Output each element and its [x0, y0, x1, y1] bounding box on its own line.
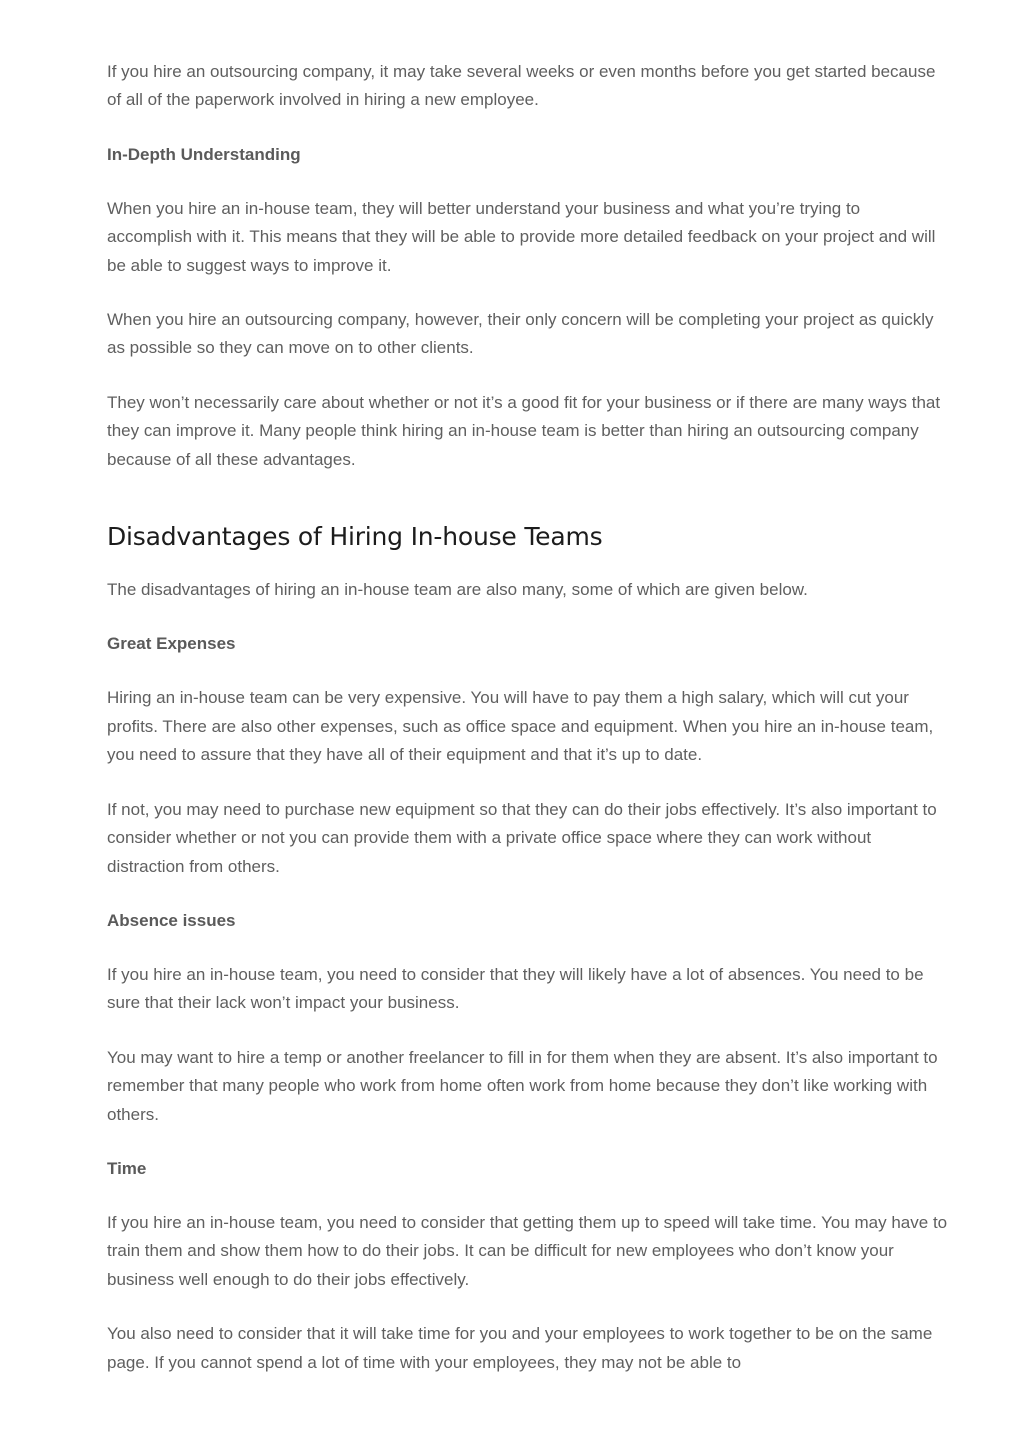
article-body — [107, 58, 949, 1403]
paragraph: When you hire an outsourcing company, however, their only concern will be completing your project as quickly as possible so they can move on to other clients. — [107, 310, 934, 358]
paragraph: If you hire an in-house team, you need to consider that getting them up to speed will take time. You may have to train them and show them how to do their jobs. It can be difficult for new employees who don’t know your business well enough to do their jobs effectively. — [107, 1212, 948, 1289]
paragraph: They won’t necessarily care about whether or not it’s a good fit for your business or if there are many ways that they can improve it. Many people think hiring an in-house team is better than hiring an outsourcing company because of all these advantages. — [107, 392, 941, 469]
paragraph: You may want to hire a temp or another freelancer to fill in for them when they are absent. It’s also important to remember that many people who work from home often work from home because they don’t like working with others. — [107, 1047, 938, 1124]
subheading-great-expenses: Great Expenses — [107, 634, 236, 654]
paragraph: Hiring an in-house team can be very expensive. You will have to pay them a high salary, which will cut your profits. There are also other expenses, such as office space and equipment. When you hire an in-house team, you need to assure that they have all of their equipment and that it’s up to date. — [107, 688, 934, 765]
paragraph: If you hire an in-house team, you need to consider that they will likely have a lot of absences. You need to be sure that their lack won’t impact your business. — [107, 964, 924, 1013]
paragraph: You also need to consider that it will take time for you and your employees to work together to be on the same page. If you cannot spend a lot of time with your employees, they may not be able to — [107, 1324, 933, 1372]
paragraph: The disadvantages of hiring an in-house team are also many, some of which are given below. — [107, 580, 808, 600]
subheading-absence-issues: Absence issues — [107, 910, 236, 930]
subheading-in-depth-understanding: In-Depth Understanding — [107, 144, 301, 164]
subheading-time: Time — [107, 1158, 147, 1178]
section-heading-disadvantages: Disadvantages of Hiring In-house Teams — [107, 522, 603, 552]
paragraph: When you hire an in-house team, they will better understand your business and what you’re trying to accomplish with it. This means that they will be able to provide more detailed feedback on your project and will be able to suggest ways to improve it. — [107, 198, 936, 275]
paragraph: If you hire an outsourcing company, it may take several weeks or even months before you get started because of all of the paperwork involved in hiring a new employee. — [107, 62, 936, 110]
paragraph: If not, you may need to purchase new equipment so that they can do their jobs effectively. It’s also important to consider whether or not you can provide them with a private office space where they can work without distraction from others. — [107, 799, 937, 876]
